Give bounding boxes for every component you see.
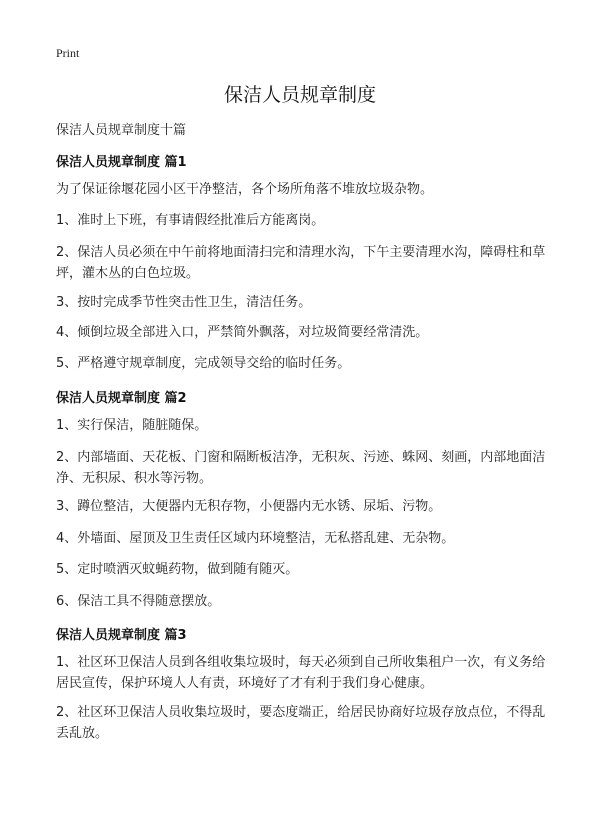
paragraph: 2、保洁人员必须在中午前将地面清扫完和清理水沟，下午主要清理水沟，障碍柱和草坪，灌木丛的白色垃圾。 <box>56 245 546 281</box>
paragraph: 1、社区环卫保洁人员到各组收集垃圾时，每天必须到自己所收集租户一次，有义务给居民宣传，保护环境人人有责，环境好了才有利于我们身心健康。 <box>56 655 546 691</box>
paragraph: 6、保洁工具不得随意摆放。 <box>56 594 221 609</box>
section-heading: 保洁人员规章制度 篇3 <box>56 628 187 643</box>
paragraph: 1、实行保洁，随脏随保。 <box>56 418 208 433</box>
paragraph: 2、内部墙面、天花板、门窗和隔断板洁净，无积灰、污迹、蛛网、刻画，内部地面洁净、无积尿、积水等污物。 <box>56 450 546 486</box>
paragraph: 4、外墙面、屋顶及卫生责任区域内环境整洁，无私搭乱建、无杂物。 <box>56 531 455 546</box>
paragraph: 4、倾倒垃圾全部进入口，严禁简外飘落，对垃圾简要经常清洗。 <box>56 325 429 340</box>
document-subtitle: 保洁人员规章制度十篇 <box>56 123 187 138</box>
document-title: 保洁人员规章制度 <box>223 84 376 106</box>
paragraph: 为了保证徐堰花园小区干净整洁，各个场所角落不堆放垃圾杂物。 <box>56 182 434 197</box>
print-label: Print <box>56 46 80 60</box>
paragraph: 5、定时喷洒灭蚊蝇药物，做到随有随灭。 <box>56 562 299 577</box>
paragraph: 1、准时上下班，有事请假经批准后方能离岗。 <box>56 213 325 228</box>
paragraph: 3、按时完成季节性突击性卫生，清洁任务。 <box>56 295 312 310</box>
section-heading: 保洁人员规章制度 篇1 <box>56 155 187 170</box>
paragraph: 3、蹲位整洁，大便器内无积存物，小便器内无水锈、尿垢、污物。 <box>56 499 442 514</box>
paragraph: 2、社区环卫保洁人员收集垃圾时，要态度端正，给居民协商好垃圾存放点位，不得乱丢乱放。 <box>56 705 546 741</box>
paragraph: 5、严格遵守规章制度，完成领导交给的临时任务。 <box>56 356 351 371</box>
section-heading: 保洁人员规章制度 篇2 <box>56 391 187 406</box>
